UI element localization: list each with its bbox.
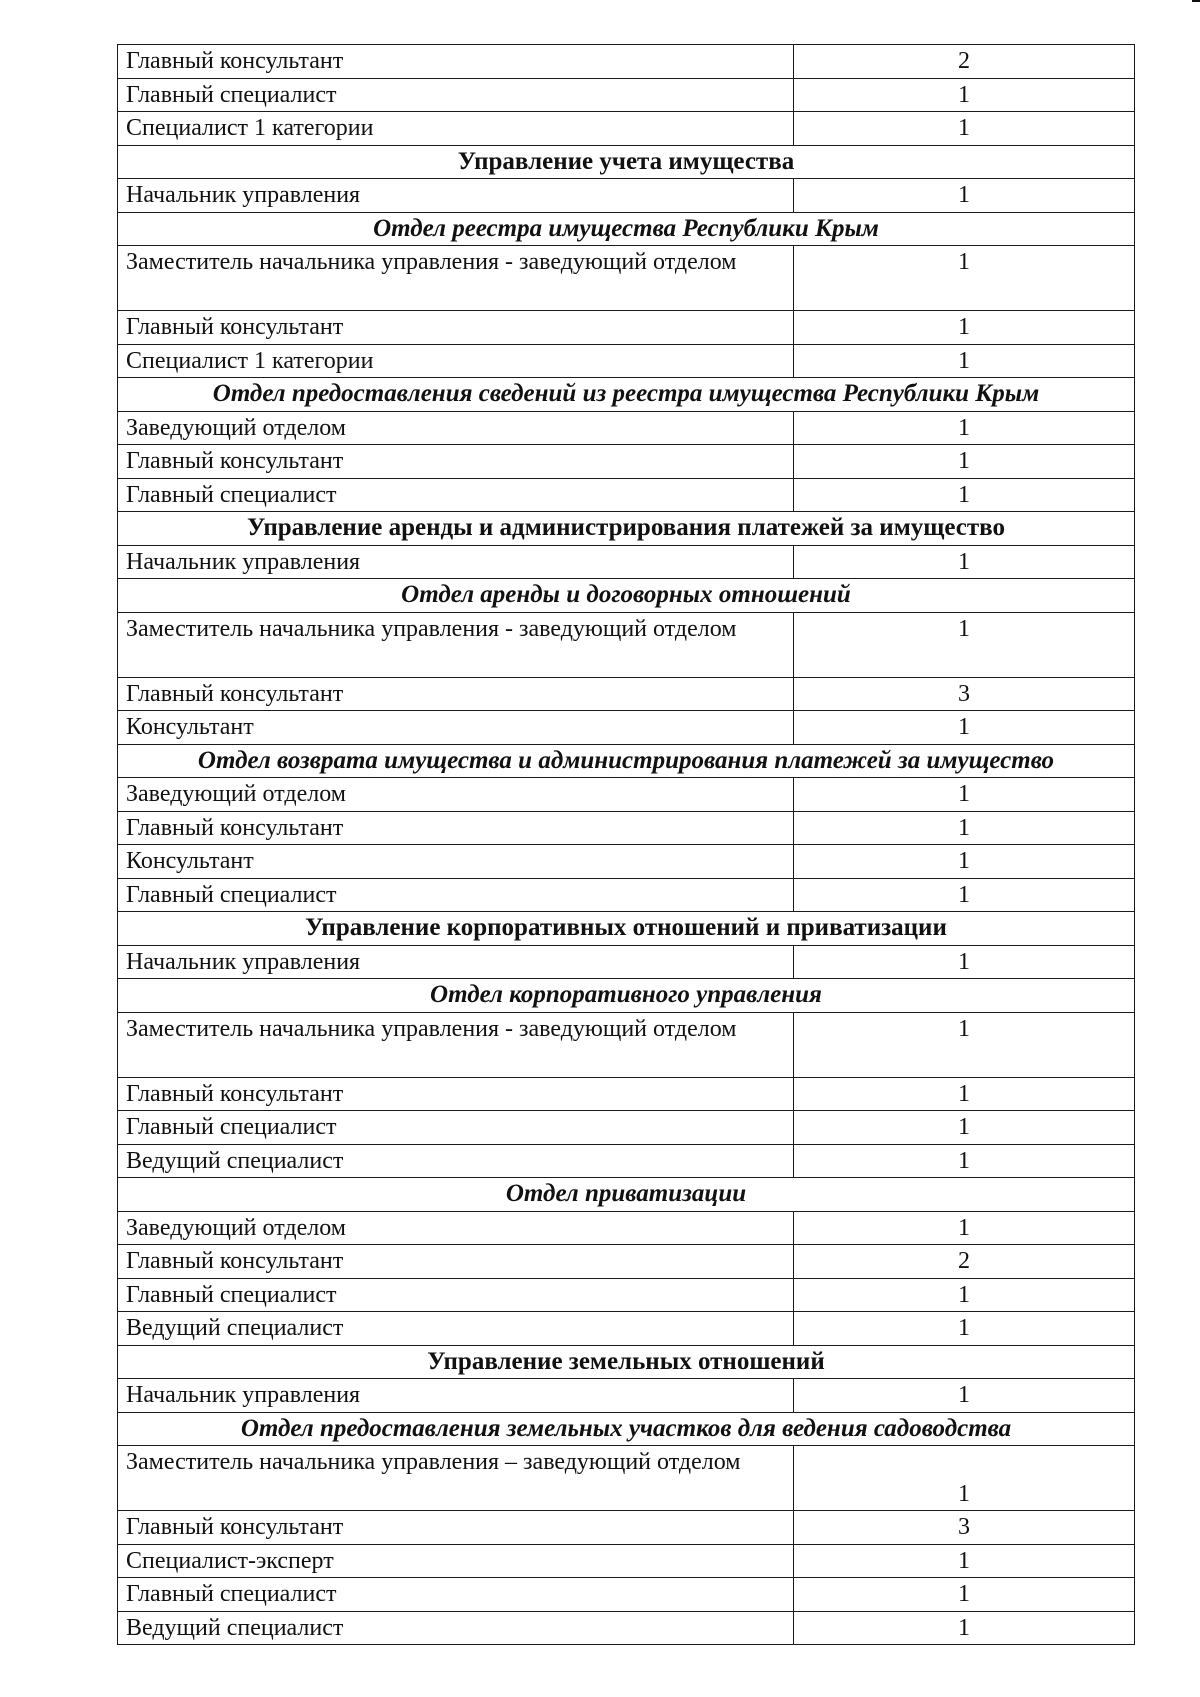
position-count: 1: [794, 945, 1135, 979]
table-row: [118, 1211, 1135, 1245]
position-count: 1: [794, 1544, 1135, 1578]
table-row: [118, 179, 1135, 213]
section-header-row: [118, 1412, 1135, 1446]
table-row: [118, 612, 1135, 677]
section-title: Отдел возврата имущества и администрирования платежей за имущество: [118, 744, 1135, 778]
position-title: Консультант: [118, 711, 794, 745]
table-row: [118, 344, 1135, 378]
position-count: 3: [794, 1511, 1135, 1545]
table-row: [118, 1012, 1135, 1077]
table-row: [118, 1111, 1135, 1145]
table-row: [118, 1544, 1135, 1578]
section-title: Отдел реестра имущества Республики Крым: [118, 212, 1135, 246]
position-title: Начальник управления: [118, 945, 794, 979]
position-count: 1: [794, 545, 1135, 579]
position-title: Заведующий отделом: [118, 778, 794, 812]
position-title: Главный специалист: [118, 878, 794, 912]
department-title: Управление земельных отношений: [118, 1345, 1135, 1379]
position-count: 1: [794, 1077, 1135, 1111]
position-count: 1: [794, 246, 1135, 311]
position-count: 1: [794, 1578, 1135, 1612]
table-row: [118, 246, 1135, 311]
position-title: Начальник управления: [118, 1379, 794, 1413]
position-title: Главный консультант: [118, 811, 794, 845]
scan-edge-mark: [1192, 0, 1200, 2]
section-header-row: [118, 1178, 1135, 1212]
position-title: Главный консультант: [118, 1077, 794, 1111]
section-header-row: [118, 979, 1135, 1013]
department-title: Управление аренды и администрирования платежей за имущество: [118, 512, 1135, 546]
position-count: 1: [794, 1012, 1135, 1077]
position-title: Ведущий специалист: [118, 1312, 794, 1346]
position-count: 1: [794, 778, 1135, 812]
position-count: 1: [794, 1446, 1135, 1511]
table-row: [118, 945, 1135, 979]
position-title: Заместитель начальника управления - заведующий отделом: [118, 612, 794, 677]
table-row: [118, 445, 1135, 479]
table-row: [118, 1144, 1135, 1178]
position-title: Заместитель начальника управления – заведующий отделом: [118, 1446, 794, 1511]
position-title: Главный консультант: [118, 311, 794, 345]
position-count: 1: [794, 1611, 1135, 1645]
table-row: [118, 411, 1135, 445]
section-title: Отдел предоставления сведений из реестра имущества Республики Крым: [118, 378, 1135, 412]
section-title: Отдел аренды и договорных отношений: [118, 579, 1135, 613]
position-title: Главный консультант: [118, 1245, 794, 1279]
department-header-row: [118, 145, 1135, 179]
position-title: Главный специалист: [118, 78, 794, 112]
position-count: 1: [794, 1144, 1135, 1178]
table-row: [118, 1077, 1135, 1111]
position-count: 1: [794, 1379, 1135, 1413]
position-title: Главный консультант: [118, 677, 794, 711]
position-title: Начальник управления: [118, 545, 794, 579]
position-count: 1: [794, 811, 1135, 845]
department-header-row: [118, 512, 1135, 546]
table-row: [118, 1511, 1135, 1545]
staff-table-body: [118, 45, 1135, 1645]
position-count: 1: [794, 612, 1135, 677]
position-title: Главный специалист: [118, 1278, 794, 1312]
table-row: [118, 112, 1135, 146]
table-row: [118, 878, 1135, 912]
department-title: Управление корпоративных отношений и приватизации: [118, 912, 1135, 946]
position-count: 1: [794, 1278, 1135, 1312]
position-title: Заведующий отделом: [118, 411, 794, 445]
department-header-row: [118, 1345, 1135, 1379]
position-title: Главный консультант: [118, 1511, 794, 1545]
table-row: [118, 1312, 1135, 1346]
position-title: Специалист-эксперт: [118, 1544, 794, 1578]
position-title: Главный специалист: [118, 478, 794, 512]
table-row: [118, 1245, 1135, 1279]
position-title: Специалист 1 категории: [118, 344, 794, 378]
section-header-row: [118, 579, 1135, 613]
table-row: [118, 78, 1135, 112]
position-count: 1: [794, 179, 1135, 213]
position-title: Заведующий отделом: [118, 1211, 794, 1245]
position-count: 1: [794, 878, 1135, 912]
table-row: [118, 778, 1135, 812]
position-count: 1: [794, 711, 1135, 745]
position-title: Ведущий специалист: [118, 1144, 794, 1178]
staff-table: [117, 44, 1135, 1645]
position-count: 1: [794, 411, 1135, 445]
position-count: 3: [794, 677, 1135, 711]
section-header-row: [118, 378, 1135, 412]
table-row: [118, 1446, 1135, 1511]
position-title: Заместитель начальника управления - заведующий отделом: [118, 246, 794, 311]
table-row: [118, 1611, 1135, 1645]
position-title: Главный специалист: [118, 1111, 794, 1145]
table-row: [118, 677, 1135, 711]
section-title: Отдел предоставления земельных участков для ведения садоводства: [118, 1412, 1135, 1446]
position-count: 1: [794, 445, 1135, 479]
section-header-row: [118, 744, 1135, 778]
table-row: [118, 45, 1135, 79]
section-header-row: [118, 212, 1135, 246]
position-title: Главный консультант: [118, 45, 794, 79]
position-title: Консультант: [118, 845, 794, 879]
department-title: Управление учета имущества: [118, 145, 1135, 179]
department-header-row: [118, 912, 1135, 946]
position-count: 1: [794, 112, 1135, 146]
table-row: [118, 1578, 1135, 1612]
table-row: [118, 1379, 1135, 1413]
position-title: Заместитель начальника управления - заведующий отделом: [118, 1012, 794, 1077]
table-row: [118, 311, 1135, 345]
table-row: [118, 478, 1135, 512]
position-count: 1: [794, 1111, 1135, 1145]
position-title: Начальник управления: [118, 179, 794, 213]
section-title: Отдел приватизации: [118, 1178, 1135, 1212]
table-row: [118, 845, 1135, 879]
position-count: 2: [794, 1245, 1135, 1279]
table-row: [118, 811, 1135, 845]
table-row: [118, 1278, 1135, 1312]
table-row: [118, 711, 1135, 745]
position-title: Главный специалист: [118, 1578, 794, 1612]
section-title: Отдел корпоративного управления: [118, 979, 1135, 1013]
position-count: 1: [794, 478, 1135, 512]
position-title: Специалист 1 категории: [118, 112, 794, 146]
table-row: [118, 545, 1135, 579]
position-count: 1: [794, 344, 1135, 378]
position-count: 2: [794, 45, 1135, 79]
position-count: 1: [794, 845, 1135, 879]
position-count: 1: [794, 78, 1135, 112]
position-count: 1: [794, 311, 1135, 345]
position-count: 1: [794, 1312, 1135, 1346]
position-title: Ведущий специалист: [118, 1611, 794, 1645]
position-title: Главный консультант: [118, 445, 794, 479]
position-count: 1: [794, 1211, 1135, 1245]
